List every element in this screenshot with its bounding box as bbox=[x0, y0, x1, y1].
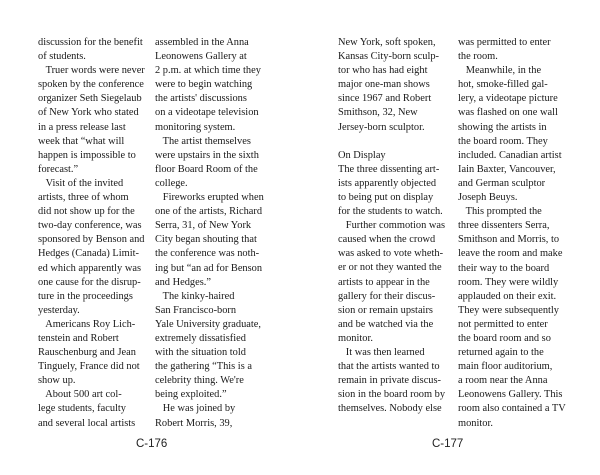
text-line: lery, a videotape picture bbox=[458, 93, 558, 105]
text-line: were to begin watching bbox=[155, 79, 253, 91]
text-line: in a press release last bbox=[38, 121, 126, 133]
right-column-1-top bbox=[338, 36, 445, 135]
left-page-column-2 bbox=[155, 36, 264, 431]
right-page-column-1 bbox=[338, 36, 445, 416]
text-line: included. Canadian artist bbox=[458, 149, 562, 161]
text-line: monitor. bbox=[458, 417, 493, 429]
text-line: It was then learned bbox=[338, 346, 425, 358]
text-line: show up. bbox=[38, 375, 76, 387]
text-line: ing but “an ad for Benson bbox=[155, 262, 263, 274]
text-line: Further commotion was bbox=[338, 220, 446, 232]
text-line: The kinky-haired bbox=[155, 290, 235, 302]
page-number-right: C-177 bbox=[432, 438, 464, 450]
text-line: ists apparently objected bbox=[338, 177, 437, 189]
text-line: being exploited.” bbox=[155, 389, 227, 401]
text-line: major one-man shows bbox=[338, 79, 430, 91]
text-line: leave the room and make bbox=[458, 248, 563, 260]
text-line: for the students to watch. bbox=[338, 206, 443, 218]
text-line: week that “what will bbox=[38, 135, 125, 147]
text-line: Leonowens Gallery. This bbox=[458, 389, 563, 401]
text-line: er or not they wanted the bbox=[338, 262, 442, 274]
text-line: The artist themselves bbox=[155, 135, 251, 147]
text-line: Kansas City-born sculp- bbox=[338, 51, 440, 63]
text-line: gallery for their discus- bbox=[338, 290, 436, 302]
text-line: forecast.” bbox=[38, 163, 79, 175]
text-line: discussion for the benefit bbox=[38, 37, 143, 48]
text-line: Tinguely, France did not bbox=[38, 361, 140, 373]
text-line: remain in private discus- bbox=[338, 375, 442, 387]
text-line: Visit of the invited bbox=[38, 177, 124, 189]
section-gap bbox=[338, 135, 445, 149]
text-line: organizer Seth Siegelaub bbox=[38, 93, 142, 105]
text-line: sion in the board room by bbox=[338, 389, 446, 401]
text-line: was permitted to enter bbox=[458, 37, 551, 48]
text-line: Joseph Beuys. bbox=[458, 192, 518, 204]
text-line: ture in the proceedings bbox=[38, 290, 133, 302]
text-line: lege students, faculty bbox=[38, 403, 127, 415]
text-line: main floor auditorium, bbox=[458, 361, 553, 373]
text-line: showing the artists in bbox=[458, 121, 547, 133]
text-line: celebrity thing. We're bbox=[155, 375, 244, 387]
text-line: 2 p.m. at which time they bbox=[155, 65, 261, 77]
text-line: themselves. Nobody else bbox=[338, 403, 442, 415]
text-line: since 1967 and Robert bbox=[338, 93, 432, 105]
text-line: room also contained a TV bbox=[458, 403, 566, 415]
text-line: artists to appear in the bbox=[338, 276, 430, 288]
text-line: This prompted the bbox=[458, 206, 542, 218]
text-line: yesterday. bbox=[38, 304, 80, 316]
text-line: that the artists wanted to bbox=[338, 361, 440, 373]
text-line: and German sculptor bbox=[458, 177, 546, 189]
text-line: artists, three of whom bbox=[38, 192, 129, 204]
text-line: Smithson, 32, New bbox=[338, 107, 418, 119]
text-line: three dissenters Serra, bbox=[458, 220, 550, 232]
text-line: the room. bbox=[458, 51, 498, 63]
text-line: San Francisco-born bbox=[155, 304, 237, 316]
text-line: the gathering “This is a bbox=[155, 361, 252, 373]
text-line: Leonowens Gallery at bbox=[155, 51, 247, 63]
text-line: with the situation told bbox=[155, 347, 246, 359]
text-line: happen is impossible to bbox=[38, 149, 136, 161]
text-line: Rauschenburg and Jean bbox=[38, 347, 136, 359]
text-line: a room near the Anna bbox=[458, 375, 548, 387]
text-line: Fireworks erupted when bbox=[155, 192, 264, 204]
text-line: the artists' discussions bbox=[155, 93, 247, 105]
text-line: returned again to the bbox=[458, 347, 544, 359]
text-line: the conference was noth- bbox=[155, 248, 260, 260]
text-line: Robert Morris, 39, bbox=[155, 417, 233, 429]
text-line: spoken by the conference bbox=[38, 79, 144, 91]
text-line: Truer words were never bbox=[38, 65, 145, 77]
text-line: He was joined by bbox=[155, 403, 236, 415]
text-line: sponsored by Benson and bbox=[38, 234, 145, 246]
text-line: Serra, 31, of New York bbox=[155, 220, 252, 232]
text-line: and be watched via the bbox=[338, 318, 434, 330]
page-number-left: C-176 bbox=[136, 438, 168, 450]
right-column-1-bottom bbox=[338, 163, 445, 417]
text-line: caused when the crowd bbox=[338, 234, 436, 246]
text-line: sion or remain upstairs bbox=[338, 304, 433, 316]
text-line: of New York who stated bbox=[38, 107, 139, 119]
text-line: Meanwhile, in the bbox=[458, 65, 542, 77]
text-line: the board room. They bbox=[458, 135, 548, 147]
text-line: room. They were wildly bbox=[458, 276, 559, 288]
text-line: were upstairs in the sixth bbox=[155, 149, 259, 161]
text-line: tor who has had eight bbox=[338, 65, 428, 77]
text-line: their way to the board bbox=[458, 262, 550, 274]
text-line: Yale University graduate, bbox=[155, 318, 262, 330]
text-line: two-day conference, was bbox=[38, 220, 142, 232]
text-line: Iain Baxter, Vancouver, bbox=[458, 163, 556, 175]
text-line: City began shouting that bbox=[155, 234, 257, 246]
text-line: New York, soft spoken, bbox=[338, 37, 436, 48]
text-line: on a videotape television bbox=[155, 107, 259, 119]
left-page-column-1 bbox=[38, 36, 145, 431]
text-line: the board room and so bbox=[458, 332, 551, 344]
text-line: not permitted to enter bbox=[458, 318, 548, 330]
text-line: extremely dissatisfied bbox=[155, 332, 246, 344]
text-line: ed which apparently was bbox=[38, 262, 142, 274]
text-line: Jersey-born sculptor. bbox=[338, 121, 425, 133]
section-heading: On Display bbox=[338, 149, 386, 161]
text-line: one of the artists, Richard bbox=[155, 206, 263, 218]
right-page bbox=[300, 0, 600, 475]
text-line: did not show up for the bbox=[38, 206, 135, 218]
text-line: Smithson and Morris, to bbox=[458, 234, 560, 246]
text-line: hot, smoke-filled gal- bbox=[458, 79, 548, 91]
text-line: monitoring system. bbox=[155, 121, 236, 133]
text-line: was asked to vote wheth- bbox=[338, 248, 444, 260]
text-line: They were subsequently bbox=[458, 304, 559, 316]
text-line: Americans Roy Lich- bbox=[38, 318, 136, 330]
text-line: About 500 art col- bbox=[38, 389, 122, 401]
text-line: monitor. bbox=[338, 332, 373, 344]
text-line: Hedges (Canada) Limit- bbox=[38, 248, 139, 260]
text-line: of students. bbox=[38, 51, 86, 63]
text-line: one cause for the disrup- bbox=[38, 276, 141, 288]
text-line: applauded on their exit. bbox=[458, 290, 557, 302]
text-line: The three dissenting art- bbox=[338, 163, 440, 175]
right-page-column-2 bbox=[458, 36, 566, 431]
text-line: floor Board Room of the bbox=[155, 163, 258, 175]
text-line: assembled in the Anna bbox=[155, 37, 249, 48]
text-line: college. bbox=[155, 177, 188, 189]
text-line: was flashed on one wall bbox=[458, 107, 558, 119]
text-line: and Hedges.” bbox=[155, 276, 211, 288]
text-line: and several local artists bbox=[38, 417, 136, 429]
text-line: tenstein and Robert bbox=[38, 332, 119, 344]
text-line: to being put on display bbox=[338, 191, 434, 203]
